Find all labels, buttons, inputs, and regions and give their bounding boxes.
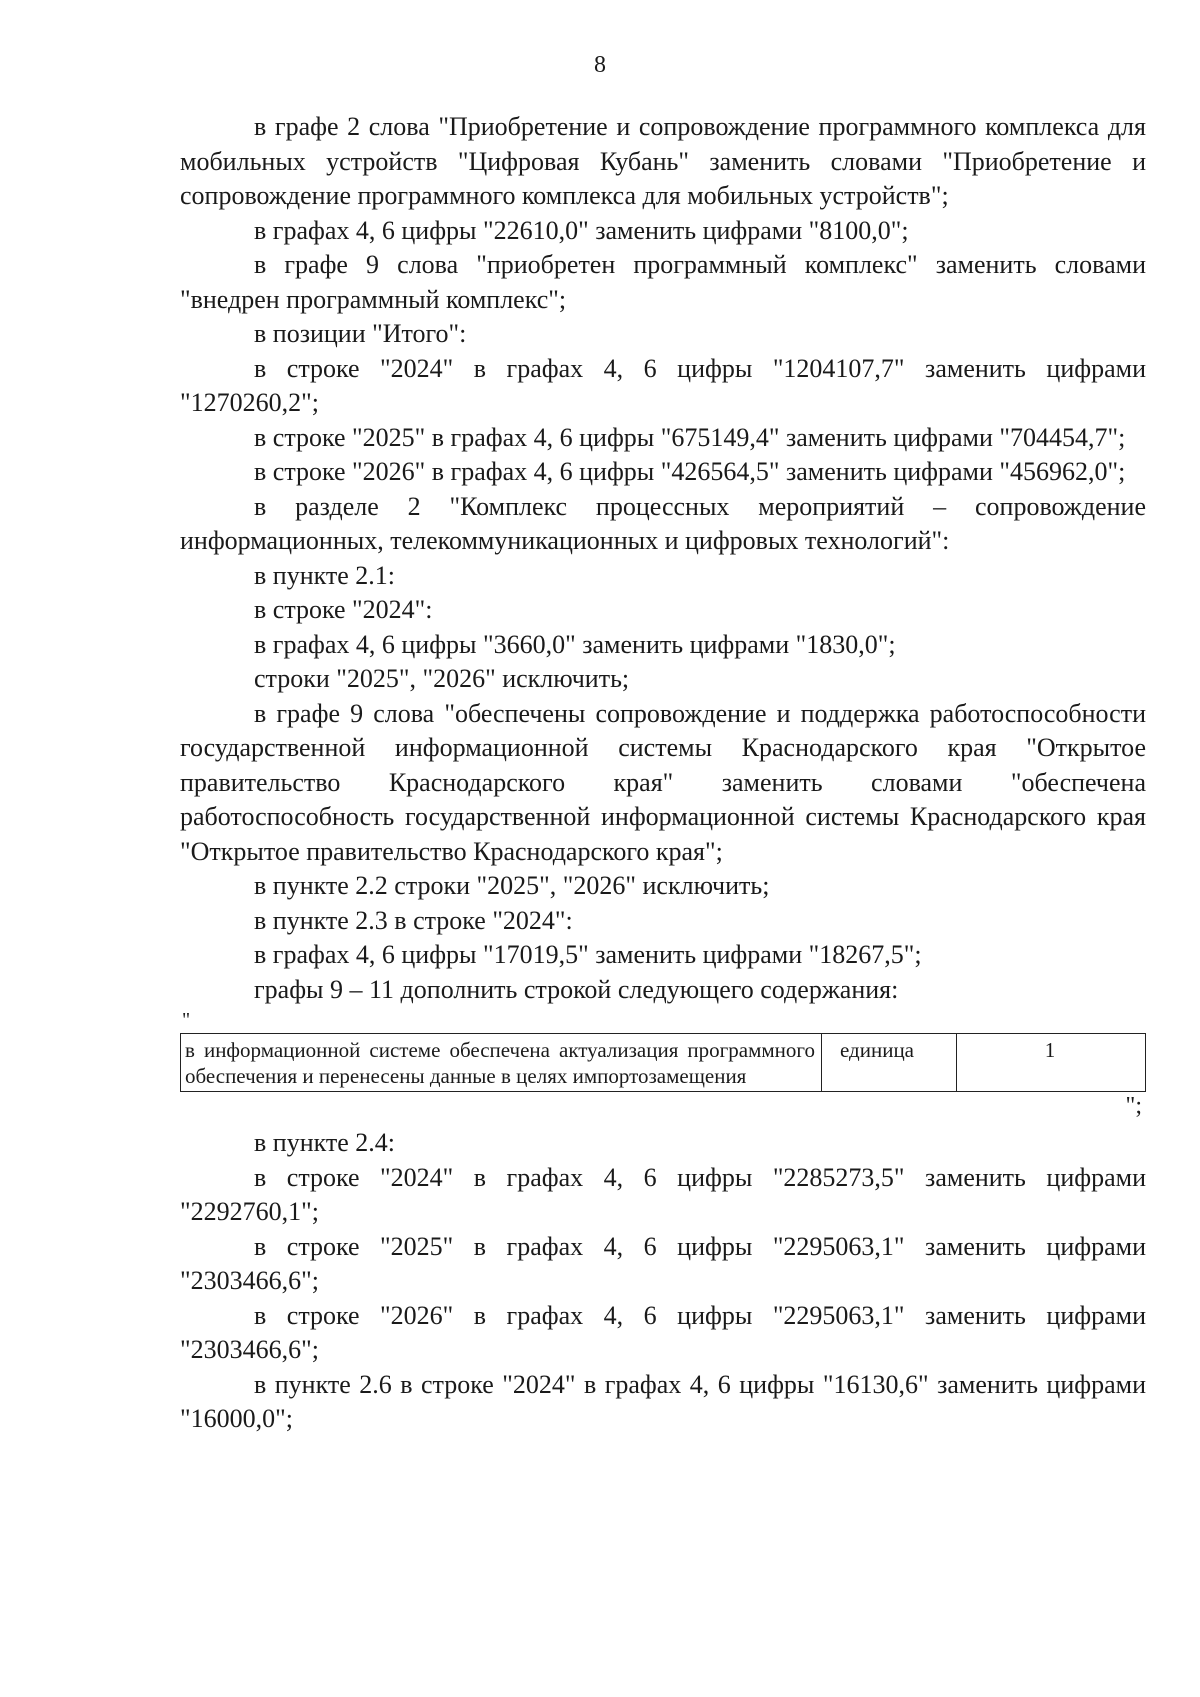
opening-quote: " [182, 1009, 191, 1031]
paragraph: в пункте 2.4: [254, 1128, 396, 1157]
inserted-row-table [180, 1033, 1146, 1092]
table-cell-unit: единица [822, 1034, 957, 1092]
paragraph: в пункте 2.6 в строке "2024" в графах 4, 6 цифры "16130,6" заменить цифрами "16000,0"; [180, 1369, 1146, 1433]
paragraph: строки "2025", "2026" исключить; [254, 664, 630, 693]
paragraph: в пункте 2.3 в строке "2024": [254, 905, 573, 935]
document-body [180, 110, 1146, 1437]
paragraph: в графе 9 слова "обеспечены сопровождение и поддержка работоспособности государственной информационной системы Краснодарского края "Открытое правительство Краснодарского края" заменить словами "обеспечена работоспособность государственной информационной системы Краснодарского края "Открытое правительство Краснодарского края"; [180, 698, 1146, 866]
table-cell-value: 1 [957, 1034, 1146, 1092]
table-row [181, 1034, 1146, 1092]
paragraph: в пункте 2.1: [254, 560, 396, 590]
page-number: 8 [594, 52, 606, 78]
paragraph: в разделе 2 "Комплекс процессных мероприятий – сопровождение информационных, телекоммуникационных и цифровых технологий": [180, 491, 1146, 555]
table-cell-description: в информационной системе обеспечена актуализация программного обеспечения и перенесены данные в целях импортозамещения [181, 1034, 822, 1092]
paragraph: в графах 4, 6 цифры "22610,0" заменить цифрами "8100,0"; [254, 215, 909, 245]
paragraph: в строке "2024" в графах 4, 6 цифры "1204107,7" заменить цифрами "1270260,2"; [180, 353, 1146, 417]
paragraph: в строке "2024" в графах 4, 6 цифры "2285273,5" заменить цифрами "2292760,1"; [180, 1162, 1146, 1226]
paragraph: в графах 4, 6 цифры "17019,5" заменить цифрами "18267,5"; [254, 940, 922, 969]
paragraph: в строке "2026" в графах 4, 6 цифры "426564,5" заменить цифрами "456962,0"; [254, 457, 1126, 486]
paragraph: в пункте 2.2 строки "2025", "2026" исключить; [254, 871, 770, 900]
paragraph: в строке "2025" в графах 4, 6 цифры "2295063,1" заменить цифрами "2303466,6"; [180, 1231, 1146, 1295]
paragraph: в графе 2 слова "Приобретение и сопровождение программного комплекса для мобильных устройств "Цифровая Кубань" заменить словами "Приобретение и сопровождение программного комплекса для мобильных устройств"; [180, 112, 1146, 210]
paragraph: в графах 4, 6 цифры "3660,0" заменить цифрами "1830,0"; [254, 629, 896, 659]
paragraph: в строке "2025" в графах 4, 6 цифры "675149,4" заменить цифрами "704454,7"; [254, 422, 1126, 452]
paragraph: в строке "2024": [254, 595, 433, 624]
paragraph: в графе 9 слова "приобретен программный комплекс" заменить словами "внедрен программный комплекс"; [180, 250, 1146, 314]
paragraph: в позиции "Итого": [254, 319, 467, 348]
paragraph: графы 9 – 11 дополнить строкой следующего содержания: [254, 974, 899, 1004]
closing-quote: "; [1125, 1093, 1142, 1119]
paragraph: в строке "2026" в графах 4, 6 цифры "2295063,1" заменить цифрами "2303466,6"; [180, 1300, 1146, 1364]
